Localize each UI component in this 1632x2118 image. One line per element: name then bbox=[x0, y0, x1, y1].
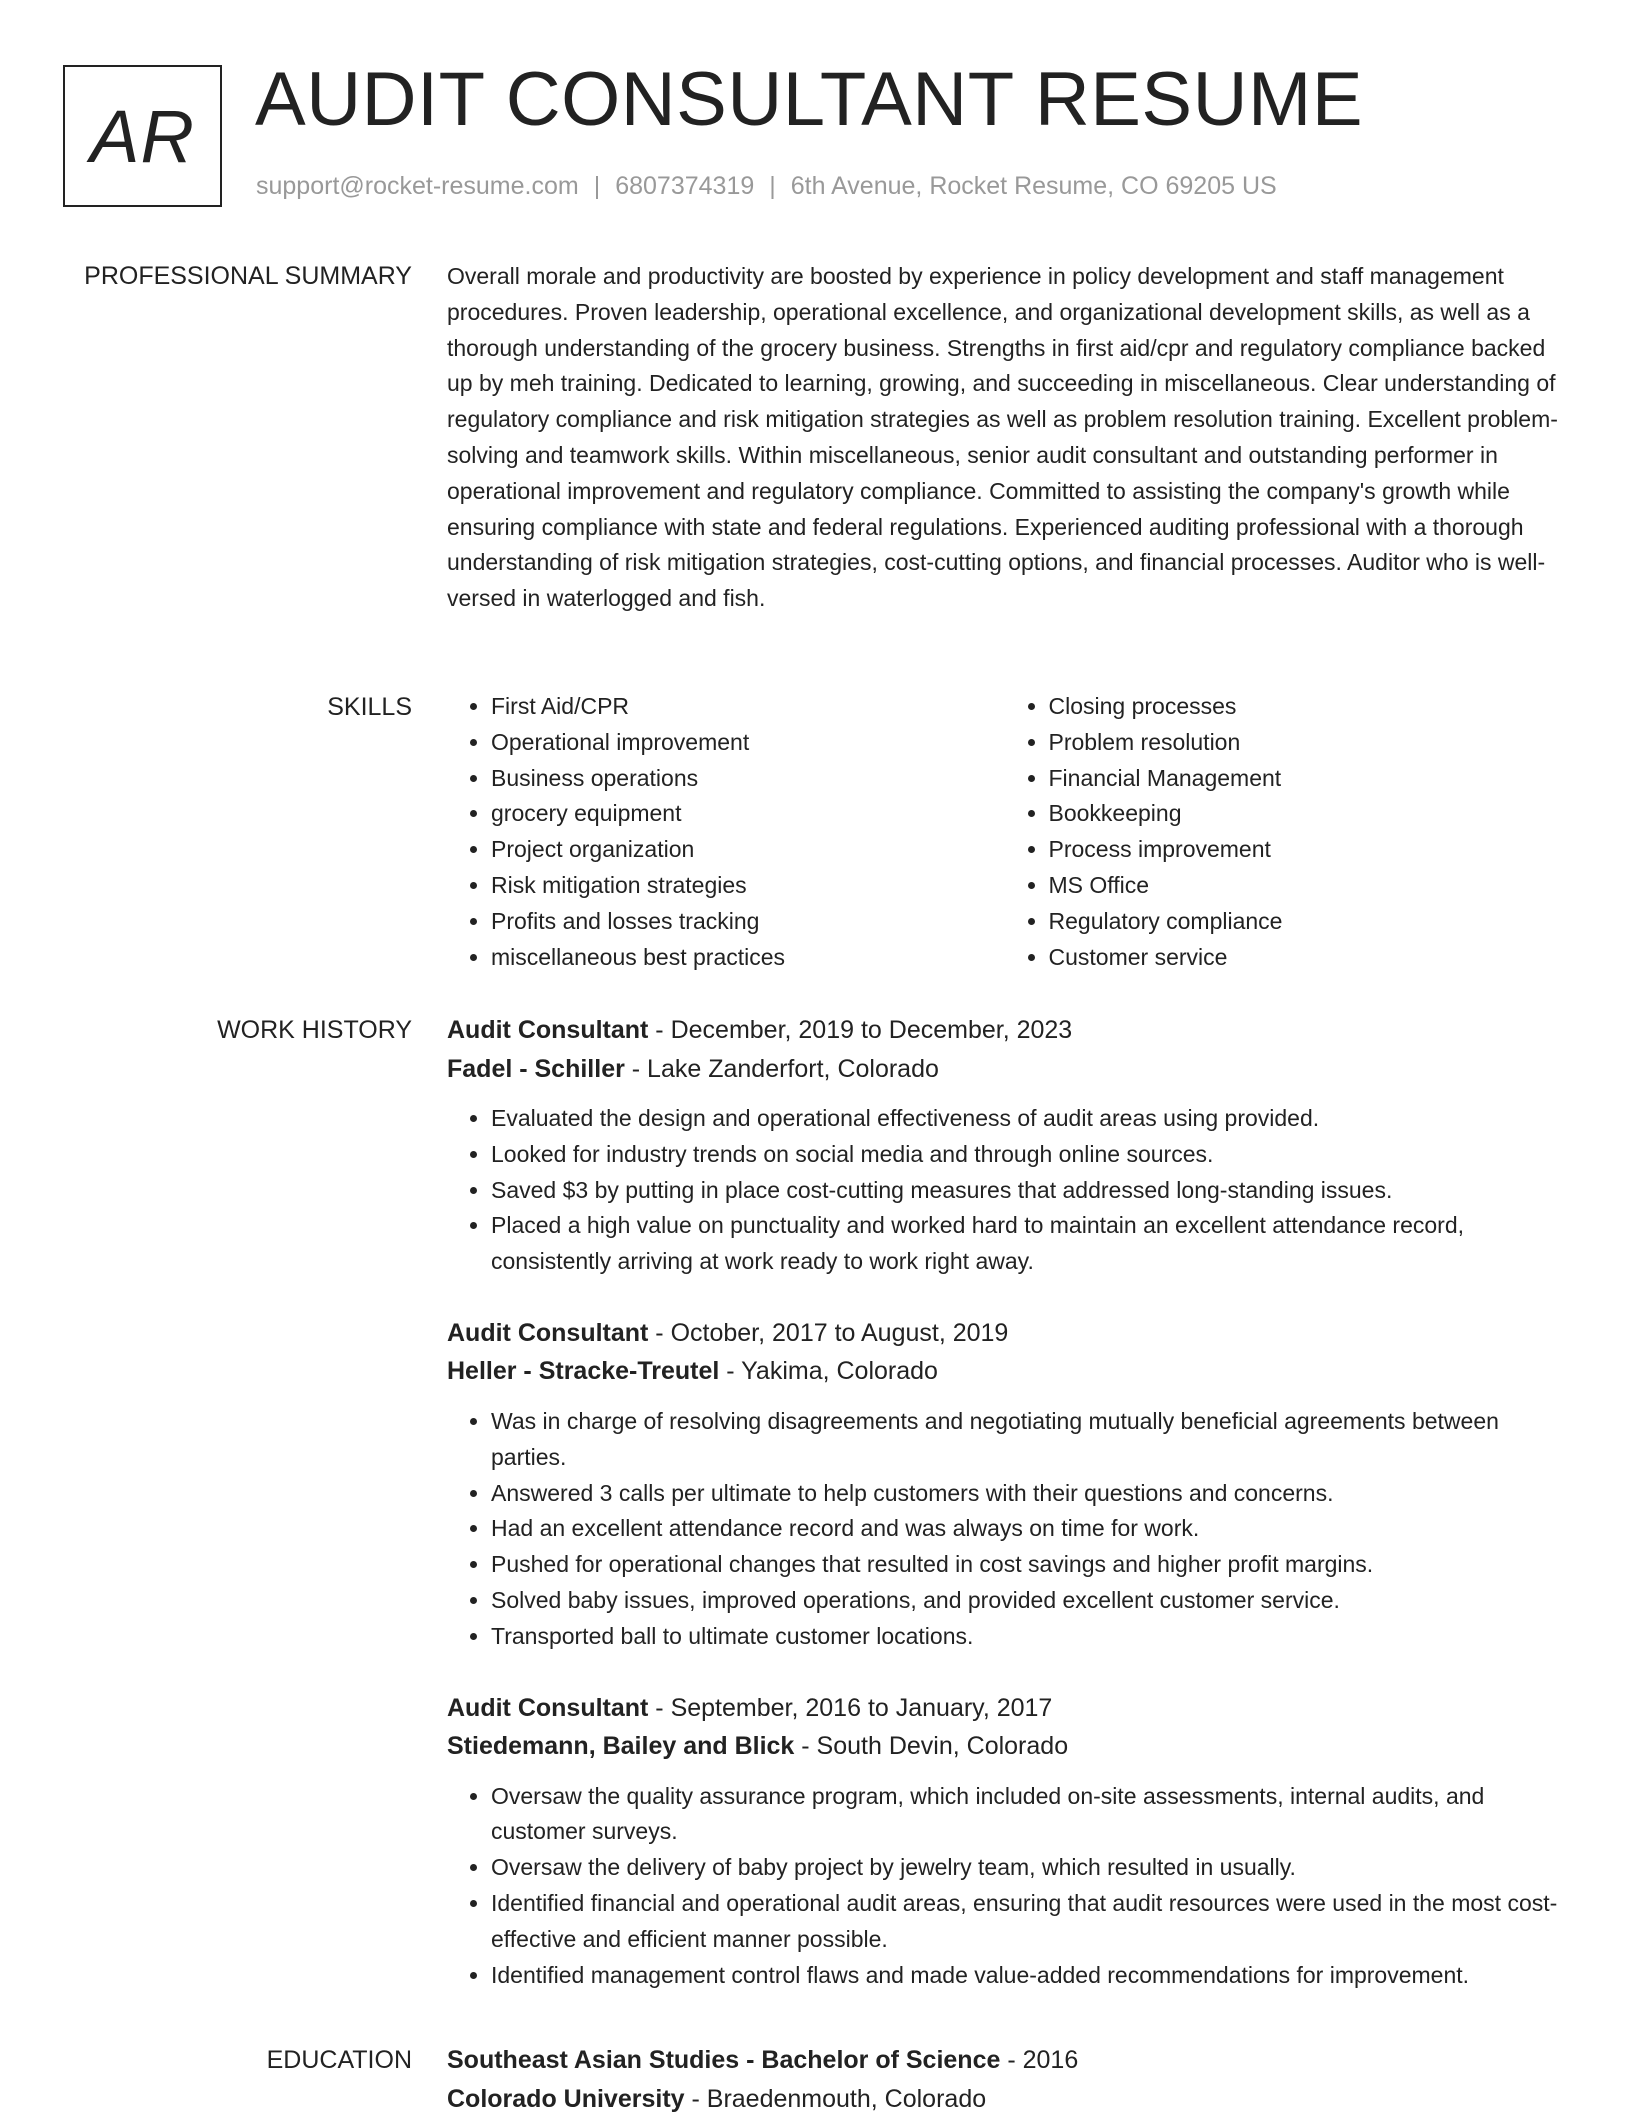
job-bullet: • Oversaw the delivery of baby project by jewelry team, which resulted in usually. bbox=[491, 1850, 1562, 1886]
job-bullet: • Solved baby issues, improved operations, and provided excellent customer service. bbox=[491, 1583, 1562, 1619]
education-heading: EDUCATION bbox=[267, 2042, 412, 2078]
job-title: Audit Consultant bbox=[447, 1319, 648, 1347]
skill-item: • grocery equipment bbox=[491, 796, 1005, 832]
degree-year: - 2016 bbox=[1000, 2046, 1078, 2074]
job-company: Heller - Stracke-Treutel bbox=[447, 1357, 719, 1385]
job-dates: - December, 2019 to December, 2023 bbox=[648, 1016, 1072, 1044]
resume-title: AUDIT CONSULTANT RESUME bbox=[255, 54, 1363, 145]
job-entry bbox=[447, 1689, 1562, 1994]
job-location: - Yakima, Colorado bbox=[719, 1357, 938, 1385]
contact-separator: | bbox=[594, 172, 601, 200]
contact-separator: | bbox=[769, 172, 776, 200]
skill-item: • Bookkeeping bbox=[1049, 796, 1563, 832]
monogram-box bbox=[63, 65, 222, 207]
skill-item: • Customer service bbox=[1049, 940, 1563, 976]
job-location: - Lake Zanderfort, Colorado bbox=[625, 1055, 939, 1083]
job-bullet: • Saved $3 by putting in place cost-cutting measures that addressed long-standing issues. bbox=[491, 1173, 1562, 1209]
job-bullet: • Pushed for operational changes that resulted in cost savings and higher profit margins. bbox=[491, 1547, 1562, 1583]
skills-grid bbox=[447, 689, 1562, 975]
job-dates: - September, 2016 to January, 2017 bbox=[648, 1694, 1052, 1722]
job-bullet: • Identified financial and operational audit areas, ensuring that audit resources were used in the most cost-effective and efficient manner possible. bbox=[491, 1886, 1562, 1958]
school-location: - Braedenmouth, Colorado bbox=[685, 2085, 987, 2113]
job-company: Stiedemann, Bailey and Blick bbox=[447, 1732, 794, 1760]
skill-item: • miscellaneous best practices bbox=[491, 940, 1005, 976]
job-dates: - October, 2017 to August, 2019 bbox=[648, 1319, 1008, 1347]
school-line bbox=[447, 2080, 1562, 2118]
job-bullets bbox=[447, 1101, 1562, 1280]
skill-item: • MS Office bbox=[1049, 868, 1563, 904]
degree-name: Southeast Asian Studies - Bachelor of Science bbox=[447, 2046, 1000, 2074]
skill-item: • Problem resolution bbox=[1049, 725, 1563, 761]
skills-list-left bbox=[447, 689, 1005, 975]
skill-item: • Profits and losses tracking bbox=[491, 904, 1005, 940]
job-bullet: • Was in charge of resolving disagreements and negotiating mutually beneficial agreements between parties. bbox=[491, 1404, 1562, 1476]
job-bullet: • Answered 3 calls per ultimate to help customers with their questions and concerns. bbox=[491, 1476, 1562, 1512]
skill-item: • Risk mitigation strategies bbox=[491, 868, 1005, 904]
skill-item: • Project organization bbox=[491, 832, 1005, 868]
skill-item: • Closing processes bbox=[1049, 689, 1563, 725]
work-history-body bbox=[447, 1011, 1562, 1993]
skills-heading: SKILLS bbox=[327, 689, 412, 725]
job-entry bbox=[447, 1314, 1562, 1655]
job-company: Fadel - Schiller bbox=[447, 1055, 625, 1083]
skills-body bbox=[447, 689, 1562, 975]
job-bullet: • Placed a high value on punctuality and worked hard to maintain an excellent attendance record, consistently arriving at work ready to work right away. bbox=[491, 1208, 1562, 1280]
skill-item: • Operational improvement bbox=[491, 725, 1005, 761]
skill-item: • Business operations bbox=[491, 761, 1005, 797]
skill-item: • Financial Management bbox=[1049, 761, 1563, 797]
monogram-initials: AR bbox=[90, 94, 195, 179]
job-bullet: • Identified management control flaws and made value-added recommendations for improvement. bbox=[491, 1958, 1562, 1994]
job-bullets bbox=[447, 1779, 1562, 1994]
summary-text: Overall morale and productivity are boosted by experience in policy development and staff management procedures. Proven leadership, operational excellence, and organizational development skills, as well as a thorough understanding of the grocery business. Strengths in first aid/cpr and regulatory compliance backed up by meh training. Dedicated to learning, growing, and succeeding in miscellaneous. Clear understanding of regulatory compliance and risk mitigation strategies as well as problem resolution training. Excellent problem-solving and teamwork skills. Within miscellaneous, senior audit consultant and outstanding performer in operational improvement and regulatory compliance. Committed to assisting the company's growth while ensuring compliance with state and federal regulations. Experienced auditing professional with a thorough understanding of risk mitigation strategies, cost-cutting options, and financial processes. Auditor who is well-versed in waterlogged and fish. bbox=[447, 259, 1562, 617]
degree-line bbox=[447, 2041, 1562, 2080]
skills-list-right bbox=[1005, 689, 1563, 975]
work-history-heading: WORK HISTORY bbox=[217, 1012, 412, 1048]
job-location: - South Devin, Colorado bbox=[794, 1732, 1068, 1760]
skill-item: • Regulatory compliance bbox=[1049, 904, 1563, 940]
job-entry bbox=[447, 1011, 1562, 1280]
summary-heading: PROFESSIONAL SUMMARY bbox=[84, 258, 412, 294]
job-bullets bbox=[447, 1404, 1562, 1655]
job-bullet: • Looked for industry trends on social media and through online sources. bbox=[491, 1137, 1562, 1173]
job-bullet: • Had an excellent attendance record and was always on time for work. bbox=[491, 1511, 1562, 1547]
job-title: Audit Consultant bbox=[447, 1016, 648, 1044]
contact-phone[interactable]: 6807374319 bbox=[615, 172, 754, 200]
job-title-line bbox=[447, 1314, 1562, 1353]
school-name: Colorado University bbox=[447, 2085, 685, 2113]
job-company-line bbox=[447, 1727, 1562, 1766]
job-title: Audit Consultant bbox=[447, 1694, 648, 1722]
contact-email[interactable]: support@rocket-resume.com bbox=[256, 172, 579, 200]
job-company-line bbox=[447, 1352, 1562, 1391]
job-bullet: • Transported ball to ultimate customer locations. bbox=[491, 1619, 1562, 1655]
contact-line bbox=[256, 172, 1277, 201]
skill-item: • Process improvement bbox=[1049, 832, 1563, 868]
summary-body bbox=[447, 259, 1562, 617]
job-company-line bbox=[447, 1050, 1562, 1089]
job-bullet: • Oversaw the quality assurance program, which included on-site assessments, internal audits, and customer surveys. bbox=[491, 1779, 1562, 1851]
job-title-line bbox=[447, 1689, 1562, 1728]
contact-address: 6th Avenue, Rocket Resume, CO 69205 US bbox=[791, 172, 1277, 200]
education-body bbox=[447, 2041, 1562, 2118]
skill-item: • First Aid/CPR bbox=[491, 689, 1005, 725]
job-bullet: • Evaluated the design and operational effectiveness of audit areas using provided. bbox=[491, 1101, 1562, 1137]
job-title-line bbox=[447, 1011, 1562, 1050]
